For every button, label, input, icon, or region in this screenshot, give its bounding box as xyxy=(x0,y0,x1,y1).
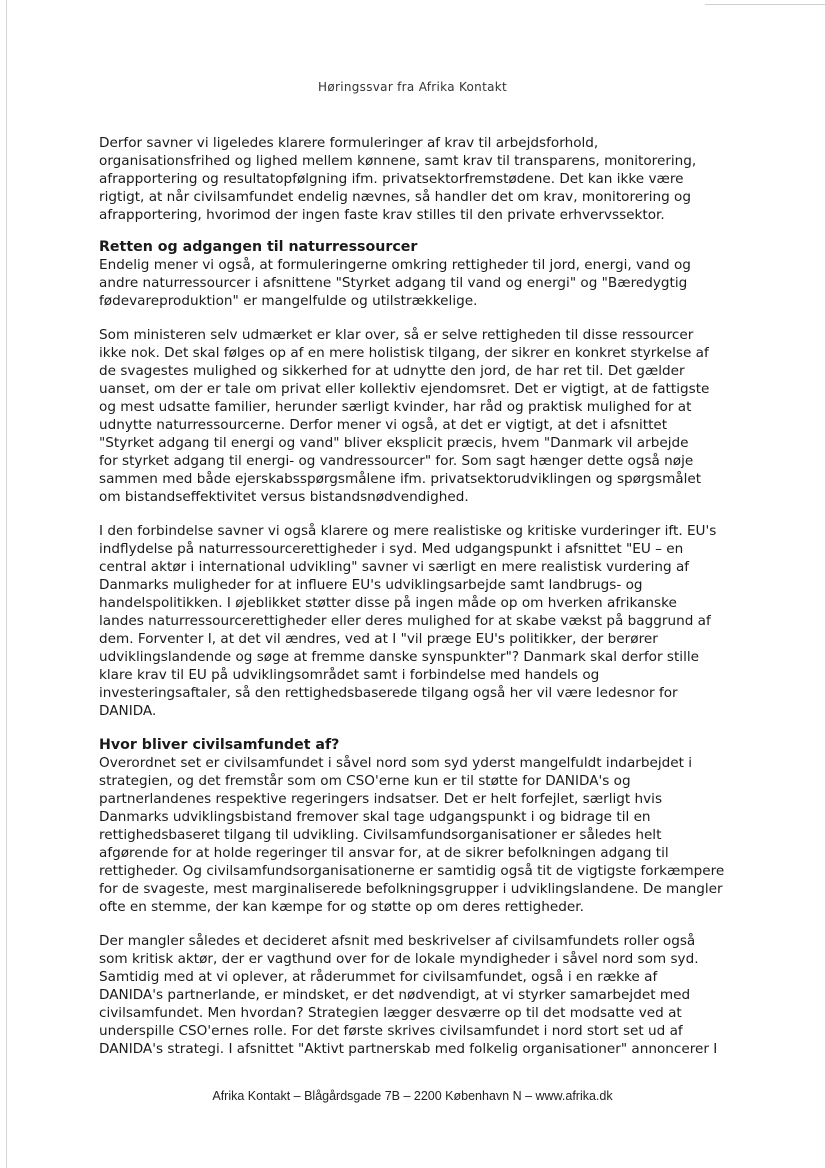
scan-edge-left xyxy=(6,0,7,1168)
document-body xyxy=(99,134,779,1058)
section-heading-civilsamfundet: Hvor bliver civilsamfundet af? xyxy=(99,737,340,753)
paragraph-1: Derfor savner vi ligeledes klarere formuleringer af krav til arbejdsforhold, organisationsfrihed og lighed mellem kønnene, samt krav til transparens, monitorering, afrapportering og resultatopfølgning ifm. privatsektorfremstødene. Det kan ikke være rigtigt, at når civilsamfundet endelig nævnes, så handler det om krav, monitorering og afrapportering, hvorimod der ingen faste krav stilles til den private erhvervssektor. xyxy=(99,135,697,223)
paragraph-2: Endelig mener vi også, at formuleringerne omkring rettigheder til jord, energi, vand og andre naturressourcer i afsnittene "Styrket adgang til vand og energi" og "Bæredygtig fødevareproduktion" er mangelfulde og utilstrækkelige. xyxy=(99,257,691,309)
section-heading-naturressourcer: Retten og adgangen til naturressourcer xyxy=(99,239,418,255)
paragraph-5: Overordnet set er civilsamfundet i såvel nord som syd yderst mangelfuldt indarbejdet i strategien, og det fremstår som om CSO'erne kun er til støtte for DANIDA's og partnerlandenes respektive regeringers indsatser. Det er helt forfejlet, særligt hvis Danmarks udviklingsbistand fremover skal tage udgangspunkt i og bidrage til en rettighedsbaseret tilgang til udvikling. Civilsamfundsorganisationer er således helt afgørende for at holde regeringer til ansvar for, at de sikrer befolkningen adgang til rettigheder. Og civilsamfundsorganisationerne er samtidig også tit de vigtigste forkæmpere for de svageste, mest marginaliserede befolkningsgrupper i udviklingslandene. De mangler ofte en stemme, der kan kæmpe for og støtte op om deres rettigheder. xyxy=(99,755,725,915)
paragraph-6: Der mangler således et decideret afsnit med beskrivelser af civilsamfundets roller også som kritisk aktør, der er vagthund over for de lokale myndigheder i såvel nord som syd. Samtidig med at vi oplever, at råderummet for civilsamfundet, også i en række af DANIDA's partnerlande, er mindsket, er det nødvendigt, at vi styrker samarbejdet med civilsamfundet. Men hvordan? Strategien lægger desværre op til det modsatte ved at underspille CSO'ernes rolle. For det første skrives civilsamfundet i nord stort set ud af DANIDA's strategi. I afsnittet "Aktivt partnerskab med folkelig organisationer" annoncerer I xyxy=(99,933,718,1057)
page-footer: Afrika Kontakt – Blågårdsgade 7B – 2200 København N – www.afrika.dk xyxy=(212,1089,613,1103)
scan-edge-top xyxy=(705,4,825,5)
page-header: Høringssvar fra Afrika Kontakt xyxy=(318,80,507,94)
paragraph-4: I den forbindelse savner vi også klarere og mere realistiske og kritiske vurderinger ift. EU's indflydelse på naturressourcerettigheder i syd. Med udgangspunkt i afsnittet "EU – en central aktør i international udvikling" savner vi særligt en mere realistisk vurdering af Danmarks muligheder for at influere EU's udviklingsarbejde samt landbrugs- og handelspolitikken. I øjeblikket støtter disse på ingen måde op om hverken afrikanske landes naturressourcerettigheder eller deres mulighed for at skabe vækst på baggrund af dem. Forventer I, at det vil ændres, ved at I "vil præge EU's politikker, der berører udviklingslandende og søge at fremme danske synspunkter"? Danmark skal derfor stille klare krav til EU på udviklingsområdet samt i forbindelse med handels og investeringsaftaler, så den rettighedsbaserede tilgang også her vil være ledesnor for DANIDA. xyxy=(99,523,717,719)
paragraph-3: Som ministeren selv udmærket er klar over, så er selve rettigheden til disse ressourcer ikke nok. Det skal følges op af en mere holistisk tilgang, der sikrer en konkret styrkelse af de svagestes mulighed og sikkerhed for at udnytte den jord, de har ret til. Det gælder uanset, om der er tale om privat eller kollektiv ejendomsret. Det er vigtigt, at de fattigste og mest udsatte familier, herunder særligt kvinder, har råd og praktisk mulighed for at udnytte naturressourcerne. Derfor mener vi også, at det er vigtigt, at det i afsnittet "Styrket adgang til energi og vand" bliver eksplicit præcis, hvem "Danmark vil arbejde for styrket adgang til energi- og vandressourcer" for. Som sagt hænger dette også nøje sammen med både ejerskabsspørgsmålene ifm. privatsektorudviklingen og spørgsmålet om bistandseffektivitet versus bistandsnødvendighed. xyxy=(99,327,710,505)
